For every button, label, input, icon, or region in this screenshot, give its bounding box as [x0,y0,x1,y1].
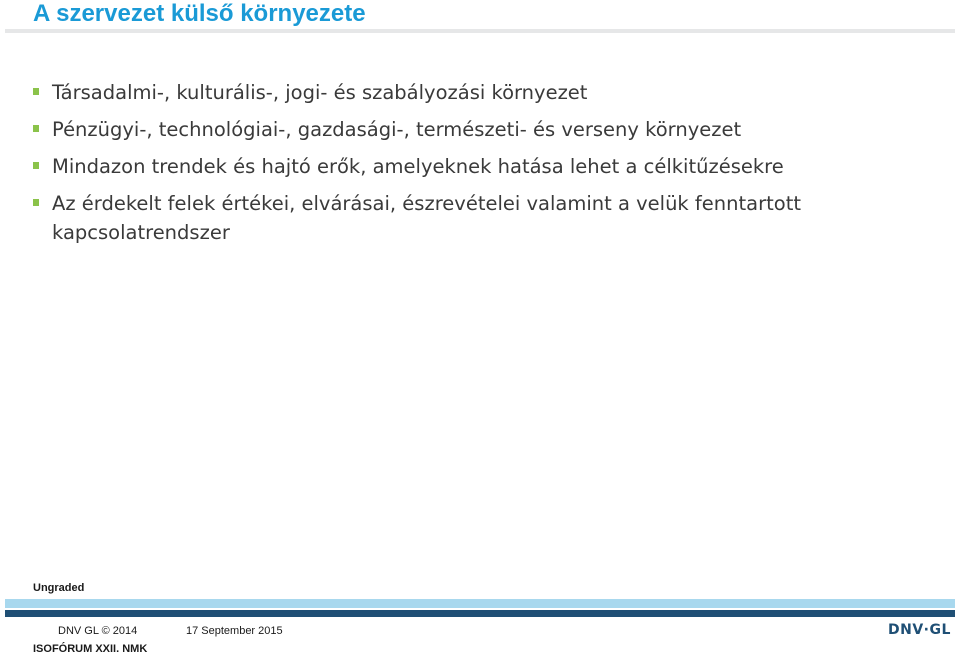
footer-copyright: DNV GL © 2014 [58,625,138,637]
bullet-marker-icon [33,199,39,206]
footer-date: 17 September 2015 [186,625,283,637]
bullet-marker-icon [33,125,39,132]
bullet-item [33,152,933,181]
classification-label: Ungraded [33,582,85,594]
bullet-text: Mindazon trendek és hajtó erők, amelyeknek hatása lehet a célkitűzésekre [52,155,784,178]
bullet-text: Az érdekelt felek értékei, elvárásai, észrevételei valamint a velük fenntartott kapcsolatrendszer [52,192,801,244]
bullet-text: Pénzügyi-, technológiai-, gazdasági-, természeti- és verseny környezet [52,118,742,141]
dnv-gl-logo: DNV·GL [888,622,951,638]
bullet-marker-icon [33,88,39,95]
bullet-marker-icon [33,162,39,169]
title-divider [5,29,955,33]
bullet-text: Társadalmi-, kulturális-, jogi- és szabályozási környezet [52,81,588,104]
footer-band-light [5,599,955,608]
footer-event: ISOFÓRUM XXII. NMK [33,643,148,655]
bullet-list [33,78,933,255]
footer-band-dark [5,610,955,617]
bullet-item [33,115,933,144]
bullet-item [33,189,933,247]
bullet-item [33,78,933,107]
slide-title: A szervezet külső környezete [33,0,366,27]
